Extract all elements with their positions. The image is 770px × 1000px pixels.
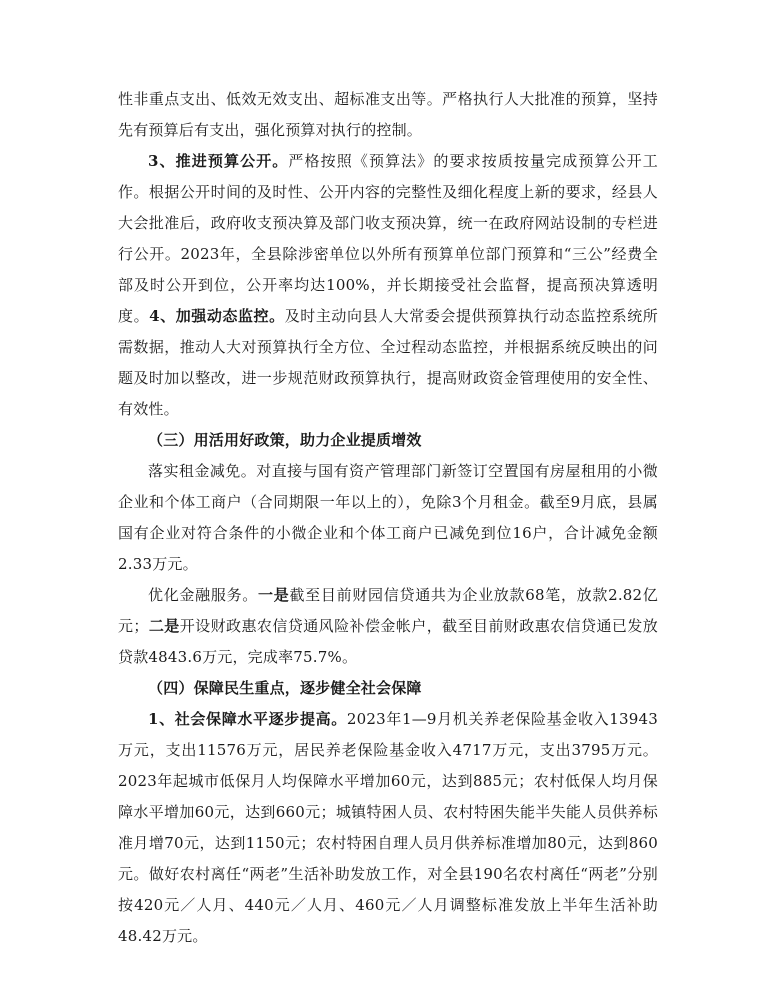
social-security-level-text: 2023年1—9月机关养老保险基金收入13943万元，支出11576万元，居民养老保险基金收入4717万元，支出3795万元。2023年起城市低保月人均保障水平增加60元，达到885元；农村低保人均月保障水平增加60元，达到660元；城镇特困人员、农村特困失能半失能人员供养标准月增70元，达到1150元；农村特困自理人员月供养标准增加80元，达到860元。做好农村离任“两老”生活补助发放工作，对全县190名农村离任“两老”分别按420元／人月、440元／人月、460元／人月调整标准发放上半年生活补助48.42万元。 xyxy=(118,710,658,945)
financial-services-second: 开设财政惠农信贷通风险补偿金帐户，截至目前财政惠农信贷通已发放贷款4843.6万元，完成率75.7%。 xyxy=(118,617,658,666)
dynamic-monitoring-text: 及时主动向县人大常委会提供预算执行动态监控系统所需数据，推动人大对预算执行全方位、全过程动态监控，并根据系统反映出的问题及时加以整改，进一步规范财政预算执行，提高财政资金管理使用的安全性、有效性。 xyxy=(118,307,658,418)
item-marker-second: 二是 xyxy=(148,617,180,635)
financial-services-first: 截至目前财园信贷通共为企业放款68笔，放款2.82亿元； xyxy=(118,586,659,635)
paragraph-budget-openness xyxy=(118,146,658,425)
paragraph-budget-control: 性非重点支出、低效无效支出、超标准支出等。严格执行人大批准的预算，坚持先有预算后有支出，强化预算对执行的控制。 xyxy=(118,90,658,139)
item-marker-first: 一是 xyxy=(258,586,290,604)
document-body xyxy=(118,84,658,952)
paragraph-financial-services xyxy=(118,580,658,673)
section-title-social-security-level: 1、社会保障水平逐步提高。 xyxy=(148,710,347,728)
section-title-budget-openness: 3、推进预算公开。 xyxy=(148,152,289,170)
financial-services-lead: 优化金融服务。 xyxy=(148,586,259,604)
section-title-dynamic-monitoring: 4、加强动态监控。 xyxy=(149,307,285,325)
budget-openness-text: 严格按照《预算法》的要求按质按量完成预算公开工作。根据公开时间的及时性、公开内容的完整性及细化程度上新的要求，经县人大会批准后，政府收支预决算及部门收支预决算，统一在政府网站设制的专栏进行公开。2023年，全县除涉密单位以外所有预算单位部门预算和“三公”经费全部及时公开到位，公开率均达100%，并长期接受社会监督，提高预决算透明度。 xyxy=(118,152,658,325)
heading-enterprise-policy: （三）用活用好政策，助力企业提质增效 xyxy=(148,431,422,449)
paragraph-social-security-level xyxy=(118,704,658,952)
paragraph-rent-reduction: 落实租金减免。对直接与国有资产管理部门新签订空置国有房屋租用的小微企业和个体工商户（合同期限一年以上的），免除3个月租金。截至9月底，县属国有企业对符合条件的小微企业和个体工商户已减免到位16户，合计减免金额2.33万元。 xyxy=(118,462,658,573)
heading-social-security: （四）保障民生重点，逐步健全社会保障 xyxy=(148,679,422,697)
